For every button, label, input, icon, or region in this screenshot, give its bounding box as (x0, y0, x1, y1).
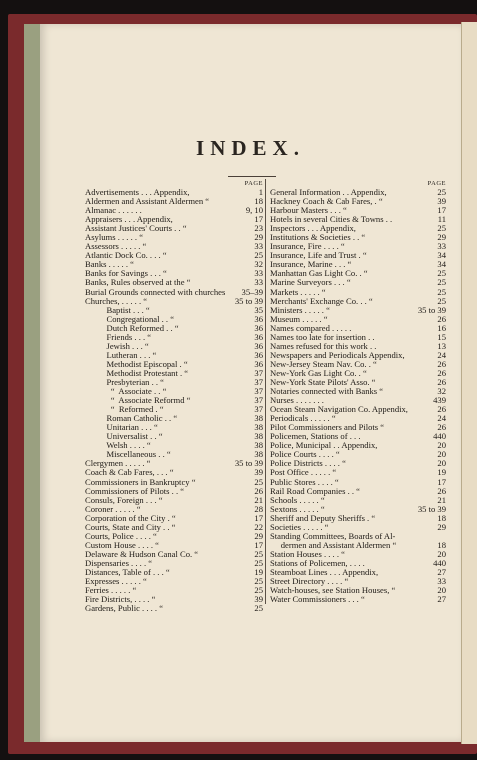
entry-title: “ Associate Reformd “ (85, 396, 191, 406)
entry-page: 34 (437, 251, 446, 261)
index-entry (270, 260, 446, 269)
entry-title: Insurance, Marine . . . “ (270, 260, 352, 270)
index-entry (85, 559, 263, 568)
entry-title: Inspectors . . . Appendix, (270, 224, 356, 234)
entry-page: 25 (254, 558, 263, 568)
entry-title: Newspapers and Periodicals Appendix, (270, 350, 405, 360)
entry-page: 17 (254, 540, 263, 550)
index-entry (85, 188, 263, 197)
page-title: INDEX. (196, 136, 305, 160)
index-entry (85, 251, 263, 260)
entry-title: Universalist . . “ (85, 432, 163, 442)
entry-page: 21 (254, 495, 263, 505)
entry-page: 25 (254, 477, 263, 487)
entry-title: Merchants' Exchange Co. . . “ (270, 296, 373, 306)
entry-title: Banks for Savings . . . “ (85, 269, 167, 279)
index-entry (270, 550, 446, 559)
entry-title: New-York State Pilots' Asso. “ (270, 377, 376, 387)
entry-page: 26 (437, 359, 446, 369)
entry-page: 35 to 39 (417, 504, 446, 514)
index-entry (85, 288, 263, 297)
entry-page: 20 (437, 549, 446, 559)
entry-title: Churches, . . . . . “ (85, 296, 148, 306)
index-entry (85, 297, 263, 306)
entry-page: 39 (254, 468, 263, 478)
entry-title: Standing Committees, Boards of Al- (270, 531, 396, 541)
entry-title: Congregational . . “ (85, 314, 175, 324)
entry-page: 9, 10 (245, 206, 263, 216)
index-entry (85, 387, 263, 396)
entry-title: Courts, Police . . . . “ (85, 531, 157, 541)
entry-title: Hackney Coach & Cab Fares, . “ (270, 197, 383, 207)
entry-title: Corporation of the City . “ (85, 513, 176, 523)
entry-title: Policemen, Stations of . . . (270, 432, 361, 442)
index-entry (270, 360, 446, 369)
entry-page: 36 (254, 341, 263, 351)
index-entry (85, 505, 263, 514)
entry-title: Pilot Commissioners and Pilots “ (270, 423, 385, 433)
entry-title: Delaware & Hudson Canal Co. “ (85, 549, 199, 559)
index-entry (270, 288, 446, 297)
entry-page: 33 (254, 278, 263, 288)
entry-page: 20 (437, 586, 446, 596)
entry-page: 29 (437, 522, 446, 532)
page-column-label: PAGE (244, 180, 263, 187)
index-entry (85, 468, 263, 477)
index-entry (270, 387, 446, 396)
entry-title: Commissioners of Pilots . . “ (85, 486, 185, 496)
entry-title: Street Directory . . . . “ (270, 577, 349, 587)
entry-title: Jewish . . . “ (85, 341, 149, 351)
entry-page: 33 (254, 269, 263, 279)
entry-page: 20 (437, 441, 446, 451)
entry-page: 38 (254, 423, 263, 433)
entry-page: 36 (254, 350, 263, 360)
entry-page: 37 (254, 387, 263, 397)
entry-page: 17 (254, 215, 263, 225)
index-entry (270, 324, 446, 333)
index-entry (85, 306, 263, 315)
index-entry (85, 351, 263, 360)
index-entry (270, 586, 446, 595)
entry-title: Public Stores . . . . “ (270, 477, 339, 487)
index-entry (85, 423, 263, 432)
entry-title: Banks, Rules observed at the “ (85, 278, 191, 288)
index-entry (270, 478, 446, 487)
index-entry (85, 315, 263, 324)
entry-title: Custom House . . . . “ (85, 540, 159, 550)
index-entry (85, 577, 263, 586)
index-entry (270, 378, 446, 387)
index-entry (270, 405, 446, 414)
index-entry (85, 550, 263, 559)
entry-title: Banks . . . . . “ (85, 260, 134, 270)
entry-title: Asylums . . . . . “ (85, 233, 144, 243)
index-entry (270, 468, 446, 477)
entry-page: 25 (254, 577, 263, 587)
index-entry (85, 432, 263, 441)
entry-title: Societies . . . . . “ (270, 522, 329, 532)
entry-title: Police Courts . . . . “ (270, 450, 340, 460)
entry-page: 21 (437, 495, 446, 505)
entry-page: 23 (254, 224, 263, 234)
index-entry (85, 396, 263, 405)
entry-page: 35–39 (241, 287, 263, 297)
index-entry (270, 188, 446, 197)
index-entry (85, 459, 263, 468)
entry-title: Institutions & Societies . . “ (270, 233, 366, 243)
index-entry (270, 532, 446, 541)
index-entry (85, 523, 263, 532)
index-entry (85, 450, 263, 459)
index-entry (270, 251, 446, 260)
index-entry (85, 215, 263, 224)
entry-page: 39 (437, 197, 446, 207)
entry-page: 35 to 39 (234, 296, 263, 306)
index-entry (85, 532, 263, 541)
entry-page: 32 (254, 260, 263, 270)
index-entry (270, 396, 446, 405)
entry-title: Consuls, Foreign . . . “ (85, 495, 163, 505)
entry-title: Ferries . . . . . “ (85, 586, 137, 596)
entry-title: Sheriff and Deputy Sheriffs . “ (270, 513, 376, 523)
index-entry (270, 459, 446, 468)
index-entry (270, 297, 446, 306)
entry-page: 17 (437, 206, 446, 216)
entry-title: Notaries connected with Banks “ (270, 387, 384, 397)
entry-page: 29 (254, 531, 263, 541)
index-entry (270, 505, 446, 514)
index-entry (270, 577, 446, 586)
entry-title: Names too late for insertion . . (270, 332, 375, 342)
entry-page: 33 (254, 242, 263, 252)
entry-title: Baptist . . . “ (85, 305, 150, 315)
entry-title: Friends . . . “ (85, 332, 152, 342)
entry-page: 1 (258, 188, 263, 197)
entry-page: 37 (254, 396, 263, 406)
entry-title: Museum . . . . . “ (270, 314, 328, 324)
entry-title: Fire Districts, . . . . “ (85, 595, 156, 605)
entry-page: 37 (254, 377, 263, 387)
index-entry (270, 315, 446, 324)
entry-page: 25 (254, 549, 263, 559)
index-entry (85, 342, 263, 351)
entry-title: “ Reformed . “ (85, 405, 164, 415)
entry-page: 25 (254, 586, 263, 596)
entry-title: Steamboat Lines . . . Appendix, (270, 567, 379, 577)
entry-page: 26 (437, 486, 446, 496)
entry-title: Water Commissioners . . . “ (270, 595, 365, 605)
entry-page (443, 532, 446, 541)
entry-title: Courts, State and City . . “ (85, 522, 176, 532)
entry-title: Periodicals . . . . . “ (270, 414, 336, 424)
entry-title: Welsh . . . . “ (85, 441, 151, 451)
entry-page: 34 (437, 260, 446, 270)
entry-title: Unitarian . . . “ (85, 423, 158, 433)
index-entry (270, 369, 446, 378)
entry-title: Methodist Protestant . “ (85, 368, 189, 378)
entry-title: Coroner . . . . . “ (85, 504, 141, 514)
index-entry (270, 224, 446, 233)
entry-page: 17 (437, 477, 446, 487)
entry-page: 37 (254, 368, 263, 378)
entry-page: 13 (437, 341, 446, 351)
entry-page: 16 (437, 323, 446, 333)
entry-page: 11 (437, 215, 446, 225)
entry-page: 26 (437, 405, 446, 415)
entry-page: 29 (437, 233, 446, 243)
entry-page: 26 (437, 423, 446, 433)
entry-page: 20 (437, 450, 446, 460)
entry-title: Miscellaneous . . “ (85, 450, 171, 460)
entry-page: 18 (437, 540, 446, 550)
index-entry (270, 541, 446, 550)
entry-page: 25 (437, 188, 446, 197)
entry-title: Lutheran . . . “ (85, 350, 157, 360)
facing-page-edge (461, 22, 477, 744)
entry-title: Sextons . . . . . “ (270, 504, 325, 514)
entry-title: Police, Municipal . . Appendix, (270, 441, 378, 451)
index-entry (85, 487, 263, 496)
index-entry (85, 269, 263, 278)
index-entry (270, 568, 446, 577)
entry-page: 33 (437, 242, 446, 252)
entry-page: 20 (437, 459, 446, 469)
entry-title: Clergymen . . . . . “ (85, 459, 151, 469)
page-column-label: PAGE (427, 180, 446, 187)
entry-page: 36 (254, 314, 263, 324)
entry-page: 440 (433, 432, 446, 442)
entry-title: Names compared . . . . . (270, 323, 352, 333)
entry-title: Assessors . . . . . “ (85, 242, 147, 252)
entry-title: Assistant Justices' Courts . . “ (85, 224, 187, 234)
entry-title: Stations of Policemen, . . . . (270, 558, 365, 568)
entry-title: Advertisements . . . Appendix, (85, 188, 190, 197)
entry-page: 29 (254, 233, 263, 243)
index-entry (85, 197, 263, 206)
entry-title: Insurance, Life and Trust . “ (270, 251, 367, 261)
entry-page: 38 (254, 450, 263, 460)
index-entry (85, 478, 263, 487)
index-entry (85, 514, 263, 523)
entry-page: 24 (437, 414, 446, 424)
entry-page: 35 (254, 305, 263, 315)
entry-page: 25 (437, 287, 446, 297)
entry-title: Burial Grounds connected with churches (85, 287, 226, 297)
index-entry (270, 269, 446, 278)
index-entry (270, 278, 446, 287)
entry-title: Hotels in several Cities & Towns . . (270, 215, 393, 225)
entry-page: 32 (437, 387, 446, 397)
index-entry (270, 559, 446, 568)
entry-page: 38 (254, 414, 263, 424)
entry-title: Gardens, Public . . . . “ (85, 604, 164, 614)
entry-page: 19 (437, 468, 446, 478)
index-entry (85, 595, 263, 604)
index-entry (85, 242, 263, 251)
index-entry (85, 414, 263, 423)
entry-page: 38 (254, 441, 263, 451)
entry-title: General Information . . Appendix, (270, 188, 387, 197)
index-entry (270, 333, 446, 342)
entry-title: Methodist Episcopal . “ (85, 359, 188, 369)
index-entry (85, 604, 263, 613)
index-entry (85, 206, 263, 215)
index-entry (270, 197, 446, 206)
entry-page: 18 (437, 513, 446, 523)
index-column-left (85, 179, 263, 613)
entry-title: Nurses . . . . . . . (270, 396, 324, 406)
index-entry (85, 496, 263, 505)
index-entry (270, 595, 446, 604)
entry-page: 25 (254, 251, 263, 261)
entry-title: Rail Road Companies . . “ (270, 486, 360, 496)
index-entry (270, 514, 446, 523)
entry-title: Atlantic Dock Co. . . . “ (85, 251, 167, 261)
index-entry (85, 333, 263, 342)
entry-page: 26 (437, 368, 446, 378)
entry-page: 27 (437, 595, 446, 605)
entry-title: Presbyterian . . “ (85, 377, 164, 387)
entry-title: Station Houses . . . . “ (270, 549, 345, 559)
entry-title: Police Districts . . . . “ (270, 459, 346, 469)
index-entry (85, 541, 263, 550)
entry-page: 38 (254, 432, 263, 442)
entry-page: 26 (437, 314, 446, 324)
index-entry (270, 414, 446, 423)
entry-page: 27 (437, 567, 446, 577)
entry-page: 15 (437, 332, 446, 342)
index-entry (270, 441, 446, 450)
entry-title: dermen and Assistant Aldermen “ (270, 540, 397, 550)
entry-page: 33 (437, 577, 446, 587)
entry-page: 36 (254, 323, 263, 333)
entry-page: 19 (254, 567, 263, 577)
entry-title: Roman Catholic . . “ (85, 414, 178, 424)
entry-page: 25 (254, 604, 263, 614)
entry-page: 37 (254, 405, 263, 415)
entry-page: 26 (437, 377, 446, 387)
index-entry (270, 233, 446, 242)
index-entry (85, 233, 263, 242)
entry-page: 39 (254, 595, 263, 605)
entry-page: 25 (437, 278, 446, 288)
entry-title: Manhattan Gas Light Co. . “ (270, 269, 368, 279)
entry-title: Distances, Table of . . . “ (85, 567, 170, 577)
entry-title: Ministers . . . . . “ (270, 305, 330, 315)
entry-page: 24 (437, 350, 446, 360)
entry-title: New-Jersey Steam Nav. Co. . “ (270, 359, 377, 369)
index-column-right (265, 179, 446, 604)
entry-page: 35 to 39 (234, 459, 263, 469)
entry-page: 18 (254, 197, 263, 207)
entry-page: 22 (254, 522, 263, 532)
entry-title: Watch-houses, see Station Houses, “ (270, 586, 396, 596)
entry-page: 25 (437, 296, 446, 306)
entry-title: Schools . . . . . “ (270, 495, 325, 505)
entry-page: 439 (433, 396, 446, 406)
title-rule (228, 176, 276, 177)
index-entry (270, 450, 446, 459)
entry-title: Dutch Reformed . . “ (85, 323, 179, 333)
entry-title: Insurance, Fire . . . . “ (270, 242, 345, 252)
entry-page: 25 (437, 224, 446, 234)
entry-title: Appraisers . . . Appendix, (85, 215, 173, 225)
entry-title: Harbour Masters . . . “ (270, 206, 347, 216)
index-entry (85, 441, 263, 450)
entry-title: “ Associate . . “ (85, 387, 167, 397)
index-entry (270, 487, 446, 496)
entry-title: Marine Surveyors . . . “ (270, 278, 351, 288)
entry-title: New-York Gas Light Co. . “ (270, 368, 367, 378)
entry-title: Post Office . . . . . “ (270, 468, 337, 478)
entry-page: 36 (254, 332, 263, 342)
index-entry (270, 523, 446, 532)
index-entry (85, 378, 263, 387)
entry-title: Names refused for this work . . (270, 341, 377, 351)
entry-page: 36 (254, 359, 263, 369)
entry-page: 35 to 39 (417, 305, 446, 315)
index-entry (85, 278, 263, 287)
index-entry (270, 342, 446, 351)
entry-title: Ocean Steam Navigation Co. Appendix, (270, 405, 408, 415)
entry-title: Commissioners in Bankruptcy “ (85, 477, 196, 487)
index-page (40, 24, 461, 742)
index-entry (270, 215, 446, 224)
entry-page: 17 (254, 513, 263, 523)
entry-title: Almanac . . . . . . (85, 206, 142, 216)
entry-page: 28 (254, 504, 263, 514)
entry-title: Aldermen and Assistant Aldermen “ (85, 197, 210, 207)
entry-title: Markets . . . . . “ (270, 287, 326, 297)
index-entry (270, 306, 446, 315)
entry-title: Dispensaries . . . . “ (85, 558, 153, 568)
index-entry (85, 224, 263, 233)
index-entry (85, 568, 263, 577)
index-entry (85, 405, 263, 414)
index-entry (270, 242, 446, 251)
index-entry (270, 496, 446, 505)
index-entry (85, 360, 263, 369)
entry-page: 440 (433, 558, 446, 568)
index-entry (85, 369, 263, 378)
index-entry (85, 586, 263, 595)
index-entry (85, 260, 263, 269)
index-entry (270, 351, 446, 360)
entry-page: 26 (254, 486, 263, 496)
entry-page: 25 (437, 269, 446, 279)
index-entry (270, 423, 446, 432)
entry-title: Coach & Cab Fares, . . . “ (85, 468, 174, 478)
index-entry (270, 432, 446, 441)
index-entry (85, 324, 263, 333)
index-entry (270, 206, 446, 215)
entry-title: Expresses . . . . . “ (85, 577, 147, 587)
